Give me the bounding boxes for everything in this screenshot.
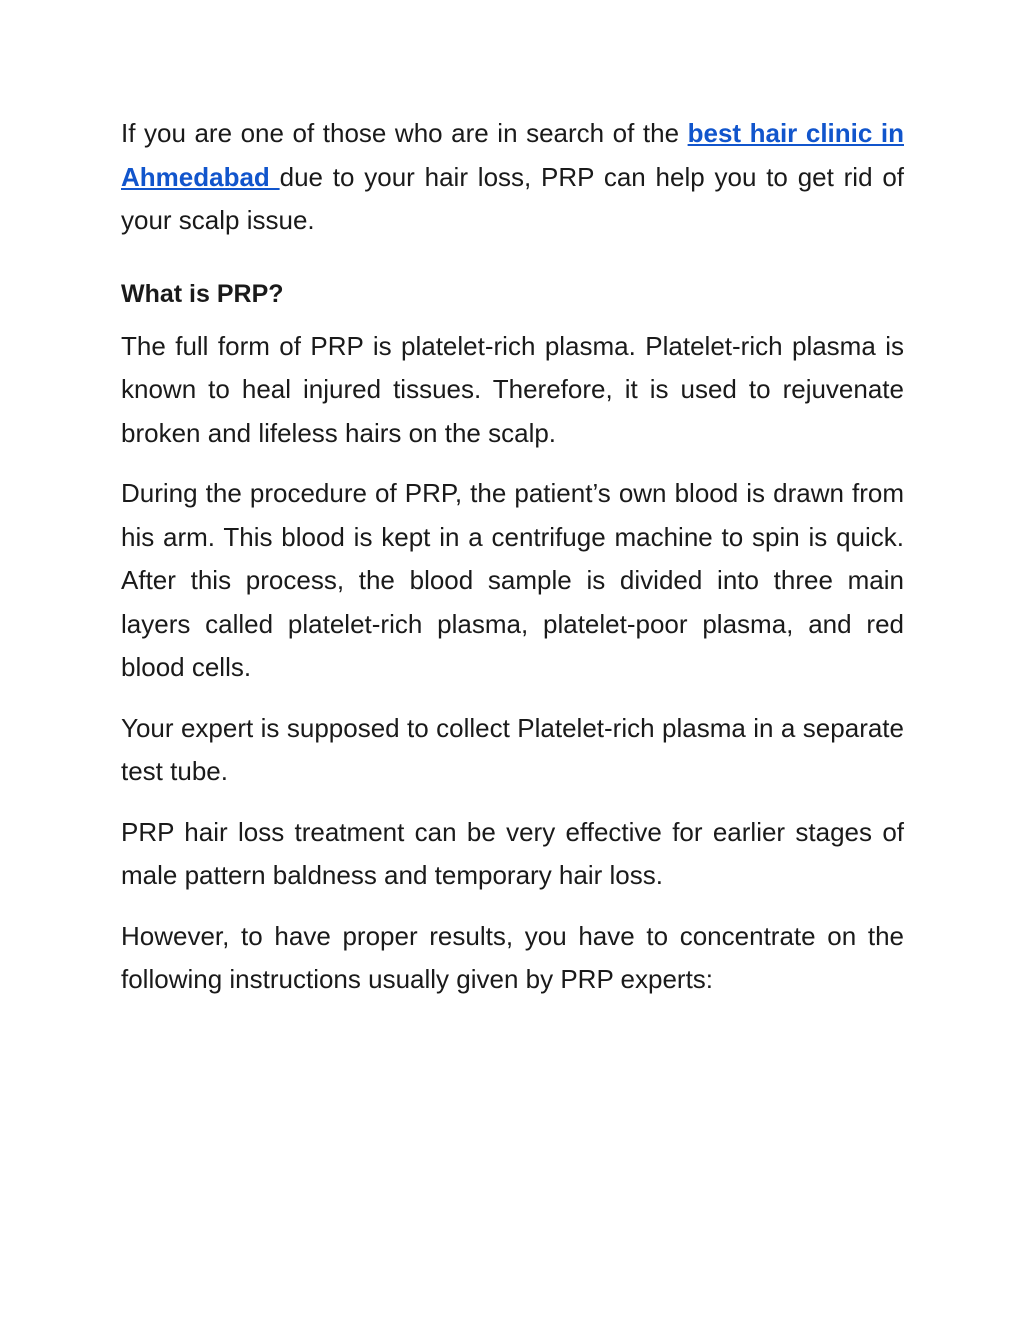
intro-text-after-link: due to your hair loss, PRP can help you to get rid of your scalp issue.: [121, 161, 905, 235]
best-hair-clinic-link[interactable]: best hair clinic in Ahmedabad: [121, 118, 904, 192]
body-paragraph-2: During the procedure of PRP, the patient’s own blood is drawn from his arm. This blood is kept in a centrifuge machine to spin is quick. After this process, the blood sample is divided into three main layers called platelet-rich plasma, platelet-poor plasma, and red blood cells.: [121, 478, 904, 682]
document-page: [121, 112, 904, 1019]
section-heading: What is PRP?: [121, 279, 284, 308]
body-paragraph-1: The full form of PRP is platelet-rich plasma. Platelet-rich plasma is known to heal injured tissues. Therefore, it is used to rejuvenate broken and lifeless hairs on the scalp.: [121, 330, 904, 448]
body-paragraph-5: However, to have proper results, you have to concentrate on the following instructions usually given by PRP experts:: [121, 920, 904, 994]
body-paragraph-4: PRP hair loss treatment can be very effective for earlier stages of male pattern baldness and temporary hair loss.: [121, 816, 904, 890]
body-paragraph-3: Your expert is supposed to collect Platelet-rich plasma in a separate test tube.: [121, 712, 904, 786]
intro-text-before-link: If you are one of those who are in search of the: [121, 118, 688, 148]
intro-paragraph: [121, 112, 904, 243]
